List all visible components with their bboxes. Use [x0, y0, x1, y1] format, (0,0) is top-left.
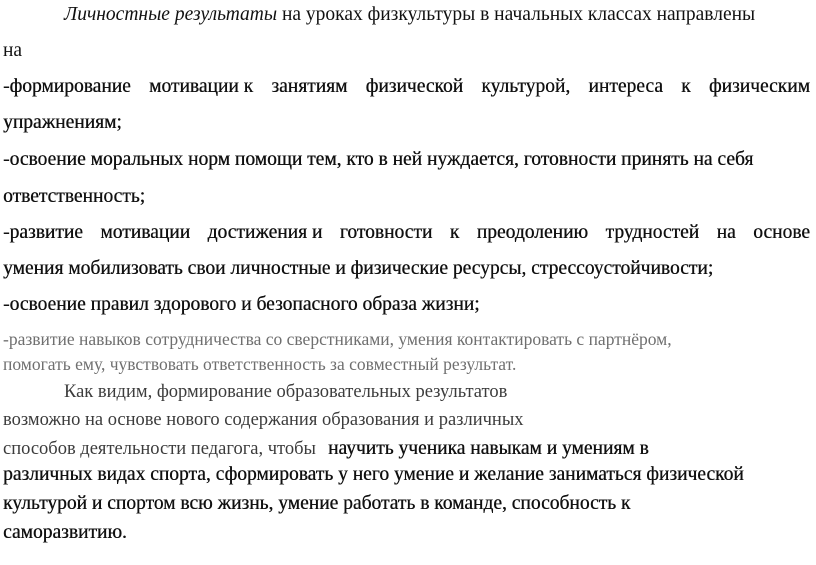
word: культурой, — [481, 76, 571, 97]
word: преодолению — [476, 222, 588, 243]
list-item-1-line2: упражнениям; — [3, 112, 122, 133]
word: достижения и — [207, 222, 323, 243]
list-item-3-line1 — [3, 221, 810, 244]
intro-continuation: на — [3, 40, 23, 61]
conclusion-line6: саморазвитию. — [3, 522, 127, 543]
word: интереса — [588, 76, 663, 97]
word: -развитие — [3, 222, 83, 243]
word: готовности — [339, 222, 433, 243]
word: на — [716, 222, 736, 243]
conclusion-line3-part-b: научить ученика навыкам и умениям в — [328, 438, 649, 459]
word: трудностей — [605, 222, 700, 243]
intro-rest: на уроках физкультуры в начальных классах направлены — [281, 4, 756, 25]
word: мотивации — [100, 222, 191, 243]
conclusion-line5: культурой и спортом всю жизнь, умение работать в команде, способность к — [3, 493, 631, 514]
conclusion-line2: возможно на основе нового содержания образования и различных — [3, 410, 524, 430]
word: основе — [753, 222, 810, 243]
conclusion-line3-part-a: способов деятельности педагога, чтобы — [3, 439, 316, 459]
word: к — [449, 222, 460, 243]
intro-italic: Личностные результаты — [64, 4, 278, 25]
word: мотивации к — [149, 76, 254, 97]
intro-line — [64, 3, 810, 26]
word: физическим — [708, 76, 810, 97]
list-item-4-line1: -освоение правил здорового и безопасного образа жизни; — [3, 294, 480, 315]
word: физической — [365, 76, 464, 97]
list-item-1-line1 — [3, 75, 810, 98]
conclusion-line4: различных видах спорта, сформировать у него умение и желание заниматься физической — [3, 464, 744, 485]
word: к — [681, 76, 691, 97]
conclusion-line1: Как видим, формирование образовательных результатов — [64, 382, 508, 402]
word: -формирование — [3, 76, 131, 97]
word: занятиям — [271, 76, 348, 97]
conclusion-line3 — [3, 437, 810, 460]
list-item-3-line2: умения мобилизовать свои личностные и физические ресурсы, стрессоустойчивости; — [3, 258, 714, 279]
list-item-5-line1: -развитие навыков сотрудничества со сверстниками, умения контактировать с партнёром, — [3, 329, 672, 349]
list-item-5-line2: помогать ему, чувствовать ответственность за совместный результат. — [3, 354, 517, 374]
list-item-2-line1: -освоение моральных норм помощи тем, кто в ней нуждается, готовности принять на себя — [3, 149, 754, 170]
list-item-2-line2: ответственность; — [3, 186, 146, 207]
